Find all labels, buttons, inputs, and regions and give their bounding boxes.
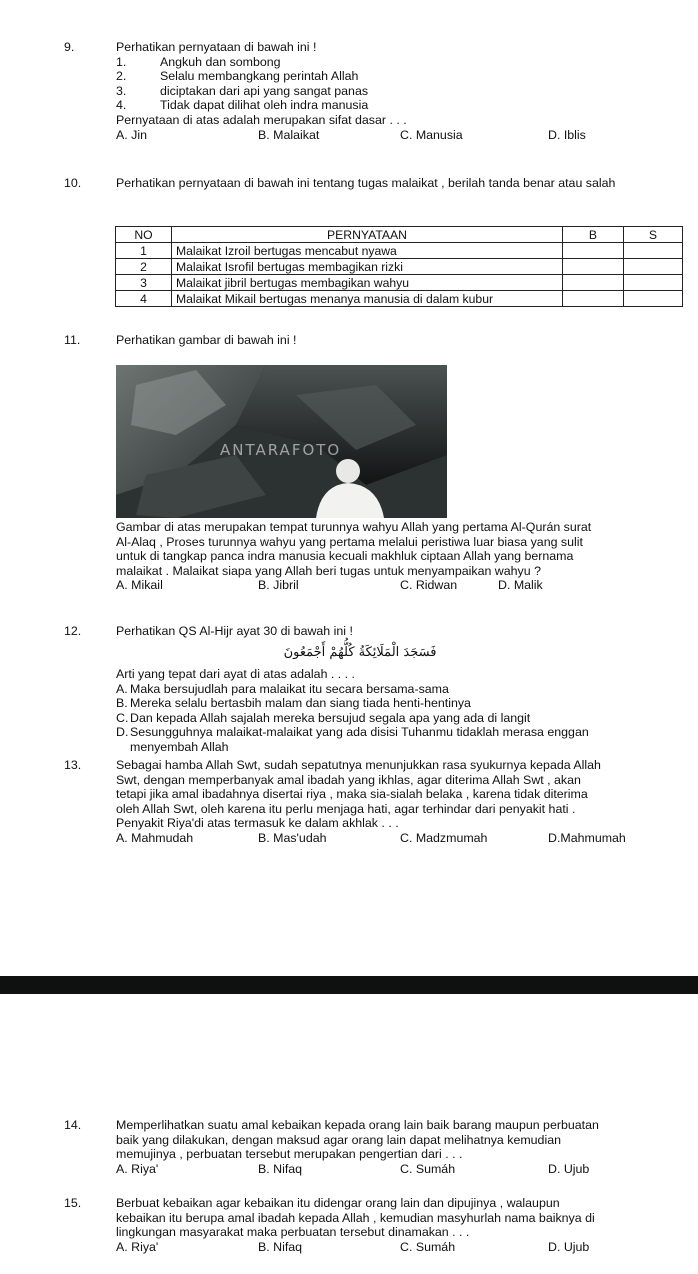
answer-options [116,1240,684,1255]
option-a[interactable]: A. Mikail [116,578,163,593]
question-number: 15. [64,1196,82,1210]
row-number: 1 [116,243,172,259]
cell-b[interactable] [563,243,624,259]
table-header [116,227,683,243]
row-statement: Malaikat jibril bertugas membagikan wahyu [172,275,563,291]
cell-b[interactable] [563,259,624,275]
option-d[interactable]: D. Ujub [548,1239,590,1254]
option-c[interactable]: C. Sumáh [400,1239,456,1254]
question-body [116,1118,684,1177]
option-a[interactable]: A. Riya' [116,1239,159,1254]
question-body [116,667,684,755]
question-prompt: Perhatikan pernyataan di bawah ini ! [116,40,317,54]
question-text: Pernyataan di atas adalah merupakan sifat dasar . . . [116,112,407,127]
question-body [116,1196,684,1255]
question-body [116,40,684,143]
option-b[interactable]: B. Nifaq [258,1161,303,1176]
option-c[interactable]: C. Ridwan [400,578,458,593]
option-d[interactable]: D. Ujub [548,1161,590,1176]
row-statement: Malaikat Izroil bertugas mencabut nyawa [172,243,563,259]
paragraph-line: lingkungan masyarakat maka perbuatan tersebut dinamakan . . . [116,1225,470,1240]
cell-s[interactable] [624,243,683,259]
option-b[interactable]: B. Jibril [258,578,299,593]
question-number: 12. [64,624,82,638]
answer-options [116,578,684,593]
page-divider-band [0,976,698,994]
paragraph-line: Berbuat kebaikan agar kebaikan itu didengar orang lain dan dipujinya , walaupun [116,1196,560,1210]
header-s: S [624,227,683,243]
option-b[interactable]: B. Mereka selalu bertasbih malam dan siang tiada henti-hentinya [116,696,471,711]
arabic-verse: فَسَجَدَ الْمَلَائِكَةُ كُلُّهُمْ أَجْمَعُونَ [283,645,437,660]
cell-b[interactable] [563,275,624,291]
row-number: 2 [116,259,172,275]
question-prompt: Perhatikan gambar di bawah ini ! [116,333,297,347]
option-c[interactable]: C. Madzmumah [400,830,488,845]
cell-s[interactable] [624,259,683,275]
option-a[interactable]: A. Riya' [116,1161,159,1176]
option-d[interactable]: D. Malik [498,578,543,593]
paragraph-line: Sebagai hamba Allah Swt, sudah sepatutnya menunjukkan rasa syukurnya kepada Allah [116,758,601,772]
question-number: 9. [64,40,75,54]
header-b: B [563,227,624,243]
paragraph-line: tetapi jika amal ibadahnya disertai riya , maka sia-sialah belaka , karena tidak diterima [116,787,588,802]
option-a[interactable]: A. Maka bersujudlah para malaikat itu secara bersama-sama [116,681,449,696]
option-d[interactable]: D. Iblis [548,127,586,142]
row-statement: Malaikat Isrofil bertugas membagikan rizki [172,259,563,275]
option-c[interactable]: C. Dan kepada Allah sajalah mereka bersujud segala apa yang ada di langit [116,710,531,725]
statement-item: 1. Angkuh dan sombong [116,54,281,69]
question-body [116,520,684,593]
row-number: 3 [116,275,172,291]
option-c[interactable]: C. Sumáh [400,1161,456,1176]
option-d[interactable]: D.Mahmumah [548,830,626,845]
table-row [116,259,683,275]
question-number: 10. [64,176,82,190]
paragraph-line: malaikat . Malaikat siapa yang Allah beri tugas untuk menyampaikan wahyu ? [116,563,541,578]
header-statement: PERNYATAAN [172,227,563,243]
question-body [116,758,684,846]
answer-options [116,1162,684,1177]
question-text: Arti yang tepat dari ayat di atas adalah . . . . [116,667,356,681]
paragraph-line: memujinya , perbuatan tersebut merupakan pengertian dari . . . [116,1147,463,1162]
table-row [116,291,683,307]
statement-item: 2. Selalu membangkang perintah Allah [116,69,359,84]
answer-options [116,128,684,143]
option-b[interactable]: B. Malaikat [258,127,320,142]
statement-item: 3. diciptakan dari api yang sangat panas [116,83,369,98]
question-number: 14. [64,1118,82,1132]
cell-s[interactable] [624,275,683,291]
statement-item: 4. Tidak dapat dilihat oleh indra manusia [116,98,369,113]
paragraph-line: oleh Allah Swt, oleh karena itu perlu menjaga hati, agar terhindar dari penyakit hati . [116,801,576,816]
paragraph-line: Memperlihatkan suatu amal kebaikan kepada orang lain baik barang maupun perbuatan [116,1118,599,1132]
paragraph-line: kebaikan itu berupa amal ibadah kepada Allah , kemudian masyhurlah nama baiknya di [116,1210,595,1225]
question-number: 13. [64,758,82,772]
header-no: NO [116,227,172,243]
paragraph-line: Gambar di atas merupakan tempat turunnya wahyu Allah yang pertama Al-Qurán surat [116,520,592,534]
question-prompt: Perhatikan pernyataan di bawah ini tentang tugas malaikat , berilah tanda benar atau salah [116,176,616,190]
table-row [116,243,683,259]
paragraph-line: baik yang dilakukan, dengan maksud agar orang lain dapat melihatnya kemudian [116,1132,561,1147]
cell-s[interactable] [624,291,683,307]
option-a[interactable]: A. Mahmudah [116,830,194,845]
option-c[interactable]: C. Manusia [400,127,463,142]
question-prompt: Perhatikan QS Al-Hijr ayat 30 di bawah ini ! [116,624,353,638]
cell-b[interactable] [563,291,624,307]
row-statement: Malaikat Mikail bertugas menanya manusia di dalam kubur [172,291,563,307]
table-row [116,275,683,291]
option-b[interactable]: B. Mas'udah [258,830,327,845]
paragraph-line: Al-Alaq , Proses turunnya wahyu yang pertama melalui peristiwa luar biasa yang sulit [116,534,583,549]
paragraph-line: Swt, dengan memperbanyak amal ibadah yang ikhlas, agar diterima Allah Swt , akan [116,772,581,787]
paragraph-line: untuk di tangkap panca indra manusia kecuali makhluk ciptaan Allah yang bernama [116,549,574,564]
option-b[interactable]: B. Nifaq [258,1239,303,1254]
option-a[interactable]: A. Jin [116,127,147,142]
answer-options [116,831,684,846]
row-number: 4 [116,291,172,307]
cave-hira-photo [116,365,447,518]
statement-table [115,226,683,307]
paragraph-line: Penyakit Riya'di atas termasuk ke dalam akhlak . . . [116,816,399,831]
photo-watermark: ANTARAFOTO [220,441,342,459]
question-number: 11. [64,333,81,347]
option-d[interactable]: D. Sesungguhnya malaikat-malaikat yang ada disisi Tuhanmu tidaklah merasa enggan menyembah Allah [116,725,589,754]
